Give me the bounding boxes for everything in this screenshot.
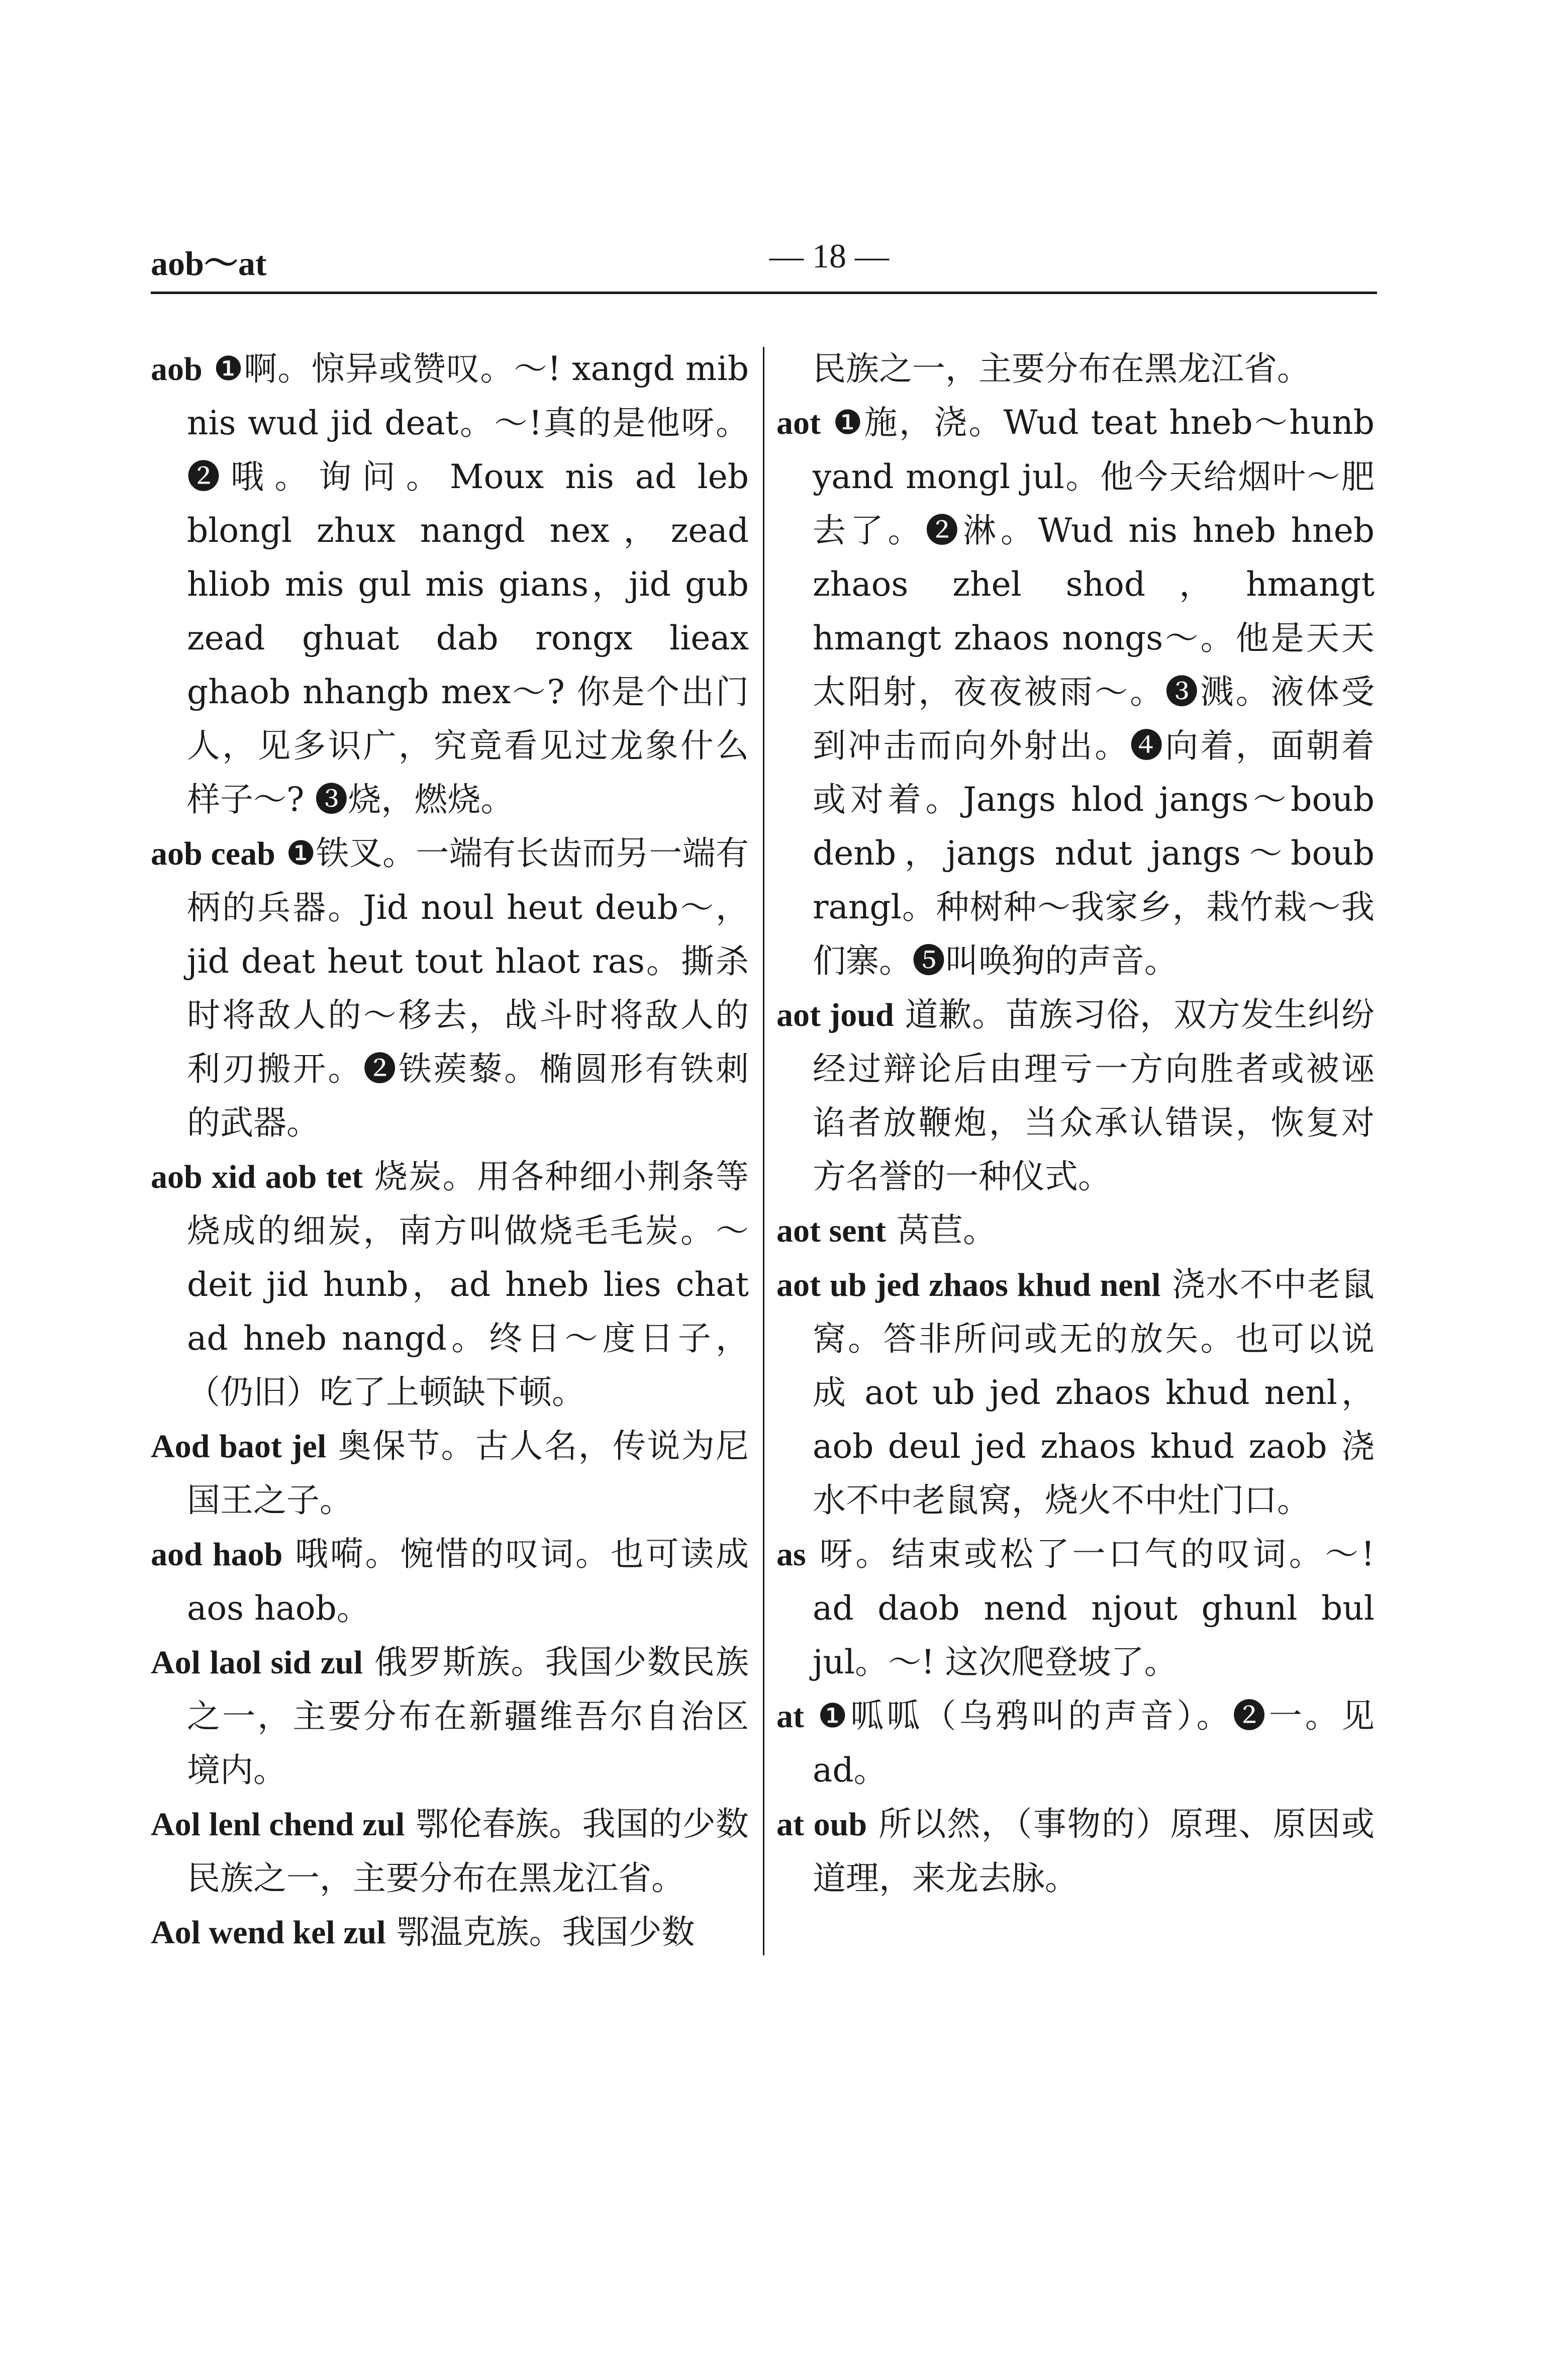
entry-definition: 奥保节。古人名，传说为尼国王之子。: [187, 1427, 749, 1520]
entry-definition: 浇水不中老鼠窝。答非所问或无的放矢。也可以说成 aot ub jed zhaos khud nenl，aob deul jed zhaos khud zaob 浇水不中老鼠窝，烧火不中灶门口。: [813, 1265, 1375, 1520]
entry-headword: aod haob: [151, 1536, 283, 1573]
dictionary-entry: [151, 1905, 749, 1959]
dictionary-entry: [151, 1635, 749, 1797]
dictionary-entry: [151, 1419, 749, 1527]
entry-definition: ❶铁叉。一端有长齿而另一端有柄的兵器。Jid noul heut deub～，jid deat heut tout hlaot ras。撕杀时将敌人的～移去，战斗时将敌人的利刃搬开。❷铁蒺藜。椭圆形有铁刺的武器。: [187, 834, 749, 1142]
left-column: [151, 342, 749, 1959]
entry-headword: Aol wend kel zul: [151, 1914, 386, 1951]
entry-headword: aot joud: [776, 997, 894, 1033]
dictionary-entry: [151, 1797, 749, 1905]
dictionary-entry: [151, 826, 749, 1150]
dictionary-entry: [151, 342, 749, 826]
entry-headword: aob: [151, 351, 203, 388]
entry-headword: at: [776, 1698, 804, 1735]
dictionary-entry: [776, 988, 1375, 1203]
entry-headword: as: [776, 1536, 806, 1573]
entry-definition: 呀。结束或松了一口气的叹词。～! ad daob nend njout ghunl bul jul。～! 这次爬登坡了。: [813, 1535, 1375, 1681]
entry-headword: aot sent: [776, 1212, 887, 1249]
entry-definition: 莴苣。: [897, 1211, 997, 1250]
entry-definition: 哦嗬。惋惜的叹词。也可读成 aos haob。: [187, 1535, 749, 1628]
entry-definition: ❶施，浇。Wud teat hneb～hunb yand mongl jul。他今天给烟叶～肥去了。❷淋。Wud nis hneb hneb zhaos zhel shod，hmangt hmangt zhaos nongs～。他是天天太阳射，夜夜被雨～。❸溅。液体受到冲击而向外射出。❹向着，面朝着或对着。Jangs hlod jangs～boub denb，jangs ndut jangs～boub rangl。种树种～我家乡，栽竹栽～我们寨。❺叫唤狗的声音。: [813, 403, 1375, 980]
entry-definition: 鄂伦春族。我国的少数民族之一，主要分布在黑龙江省。: [187, 1805, 749, 1898]
entry-definition: ❶啊。惊异或赞叹。～! xangd mib nis wud jid deat。～!真的是他呀。❷哦。询问。Moux nis ad leb blongl zhux nangd nex，zead hliob mis gul mis gians，jid gub zead ghuat dab rongx lieax ghaob nhangb mex～? 你是个出门人，见多识广，究竟看见过龙象什么样子～? ❸烧，燃烧。: [187, 349, 749, 819]
column-divider: [763, 347, 764, 1955]
entry-headword: Aod baot jel: [151, 1428, 327, 1465]
dictionary-entry: [776, 1258, 1375, 1527]
dictionary-entry: [151, 1150, 749, 1419]
dictionary-entry: [776, 1797, 1375, 1905]
page-header: [151, 236, 1377, 294]
entry-definition: 所以然，（事物的）原理、原因或道理，来龙去脉。: [813, 1805, 1375, 1898]
entry-headword: aob xid aob tet: [151, 1159, 363, 1195]
dictionary-entry: [151, 1527, 749, 1635]
entry-continuation: 民族之一，主要分布在黑龙江省。: [813, 349, 1310, 388]
dictionary-entry: [776, 1203, 1375, 1258]
entry-definition: 俄罗斯族。我国少数民族之一，主要分布在新疆维吾尔自治区境内。: [187, 1643, 749, 1789]
entry-headword: at oub: [776, 1806, 867, 1843]
entry-headword: aob ceab: [151, 835, 275, 872]
entry-headword: Aol lenl chend zul: [151, 1806, 405, 1843]
dictionary-entry: [776, 1527, 1375, 1689]
guide-word: aob～at: [151, 244, 267, 282]
entry-definition: ❶呱呱（乌鸦叫的声音）。❷一。见 ad。: [813, 1697, 1375, 1789]
entry-definition: 道歉。苗族习俗，双方发生纠纷经过辩论后由理亏一方向胜者或被诬谄者放鞭炮，当众承认错误，恢复对方名誉的一种仪式。: [813, 995, 1375, 1196]
entry-headword: aot: [776, 405, 821, 441]
entry-headword: aot ub jed zhaos khud nenl: [776, 1267, 1161, 1303]
right-column: [776, 342, 1375, 1905]
entry-definition: 鄂温克族。我国少数: [396, 1913, 695, 1951]
entry-definition: 烧炭。用各种细小荆条等烧成的细炭，南方叫做烧毛毛炭。～deit jid hunb，ad hneb lies chat ad hneb nangd。终日～度日子，（仍旧）吃了上顿缺下顿。: [187, 1157, 749, 1411]
dictionary-entry: [776, 396, 1375, 988]
entry-headword: Aol laol sid zul: [151, 1644, 363, 1681]
dictionary-entry: [776, 1689, 1375, 1797]
page-number: — 18 —: [769, 237, 889, 275]
